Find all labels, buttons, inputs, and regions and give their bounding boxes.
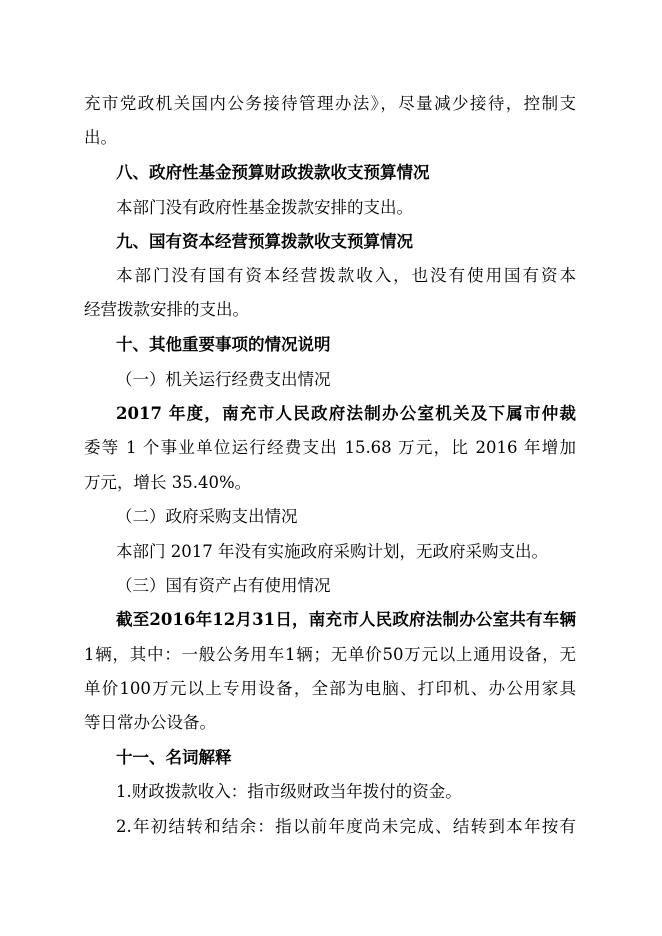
paragraph-line: 经营拨款安排的支出。	[84, 300, 249, 319]
section-heading-9: 九、国有资本经营预算拨款收支预算情况	[116, 232, 413, 251]
section-heading-10: 十、其他重要事项的情况说明	[116, 335, 331, 354]
paragraph-line: 本部门 2017 年没有实施政府采购计划，无政府采购支出。	[116, 542, 548, 561]
section-heading-11: 十一、名词解释	[116, 748, 232, 767]
paragraph-line: 出。	[84, 128, 117, 147]
subsection-heading-1: （一）机关运行经费支出情况	[116, 370, 331, 389]
paragraph-line: 充市党政机关国内公务接待管理办法》，尽量减少接待，控制支	[84, 94, 576, 113]
paragraph-line: 委等 1 个事业单位运行经费支出 15.68 万元，比 2016 年增加	[84, 438, 576, 457]
paragraph-line: 单价100万元以上专用设备，全部为电脑、打印机、办公用家具	[84, 679, 576, 698]
definition-line: 1.财政拨款收入：指市级财政当年拨付的资金。	[116, 782, 462, 801]
paragraph-line: 本部门没有国有资本经营拨款收入，也没有使用国有资本	[116, 266, 576, 285]
paragraph-line: 等日常办公设备。	[84, 713, 216, 732]
paragraph-line: 1辆，其中：一般公务用车1辆；无单价50万元以上通用设备，无	[84, 645, 576, 664]
paragraph-line: 本部门没有政府性基金拨款安排的支出。	[116, 198, 413, 217]
paragraph-line: 截至2016年12月31日，南充市人民政府法制办公室共有车辆	[116, 610, 576, 629]
definition-line: 2.年初结转和结余：指以前年度尚未完成、结转到本年按有	[116, 817, 576, 836]
paragraph-line: 2017 年度，南充市人民政府法制办公室机关及下属市仲裁	[116, 404, 576, 423]
section-heading-8: 八、政府性基金预算财政拨款收支预算情况	[116, 163, 430, 182]
paragraph-line: 万元，增长 35.40%。	[84, 473, 252, 492]
subsection-heading-2: （二）政府采购支出情况	[116, 507, 298, 526]
subsection-heading-3: （三）国有资产占有使用情况	[116, 576, 331, 595]
